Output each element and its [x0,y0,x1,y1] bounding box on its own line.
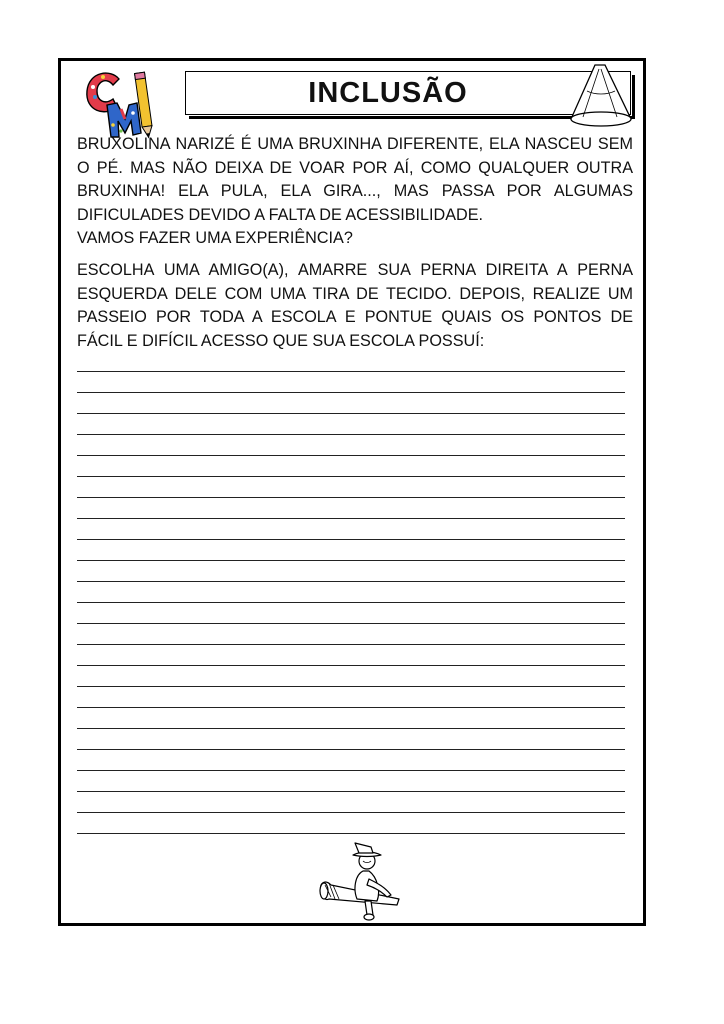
answer-line[interactable] [77,687,625,708]
answer-line[interactable] [77,645,625,666]
answer-line[interactable] [77,813,625,834]
answer-line[interactable] [77,771,625,792]
paragraph-story: BRUXOLINA NARIZÉ É UMA BRUXINHA DIFERENTE, ELA NASCEU SEM O PÉ. MAS NÃO DEIXA DE VOAR POR AÍ, COMO QUALQUER OUTRA BRUXINHA! ELA PULA, ELA GIRA..., MAS PASSA POR ALGUMAS DIFICULADES DEVIDO A FALTA DE ACESSIBILIDADE. [77,135,633,224]
cm-pencil-logo-icon [81,65,161,141]
answer-line[interactable] [77,540,625,561]
answer-line[interactable] [77,729,625,750]
answer-line[interactable] [77,456,625,477]
answer-line[interactable] [77,414,625,435]
answer-line[interactable] [77,750,625,771]
page-title: INCLUSÃO [308,77,468,109]
answer-line[interactable] [77,792,625,813]
worksheet-frame [58,58,646,926]
paragraph-instructions: ESCOLHA UMA AMIGO(A), AMARRE SUA PERNA DIREITA A PERNA ESQUERDA DELE COM UMA TIRA DE TECIDO. DEPOIS, REALIZE UM PASSEIO POR TODA A ESCOLA E PONTUE QUAIS OS PONTOS DE FÁCIL E DIFÍCIL ACESSO QUE SUA ESCOLA POSSUÍ: [77,261,633,350]
answer-lines[interactable] [77,351,625,834]
answer-line[interactable] [77,603,625,624]
answer-line[interactable] [77,393,625,414]
answer-line[interactable] [77,351,625,372]
answer-line[interactable] [77,435,625,456]
paragraph-question: VAMOS FAZER UMA EXPERIÊNCIA? [77,229,353,247]
answer-line[interactable] [77,624,625,645]
witch-on-broom-icon [311,841,411,927]
megaphone-cone-icon [561,61,637,129]
answer-line[interactable] [77,372,625,393]
answer-line[interactable] [77,666,625,687]
answer-line[interactable] [77,582,625,603]
answer-line[interactable] [77,477,625,498]
answer-line[interactable] [77,519,625,540]
answer-line[interactable] [77,498,625,519]
answer-line[interactable] [77,561,625,582]
answer-line[interactable] [77,708,625,729]
